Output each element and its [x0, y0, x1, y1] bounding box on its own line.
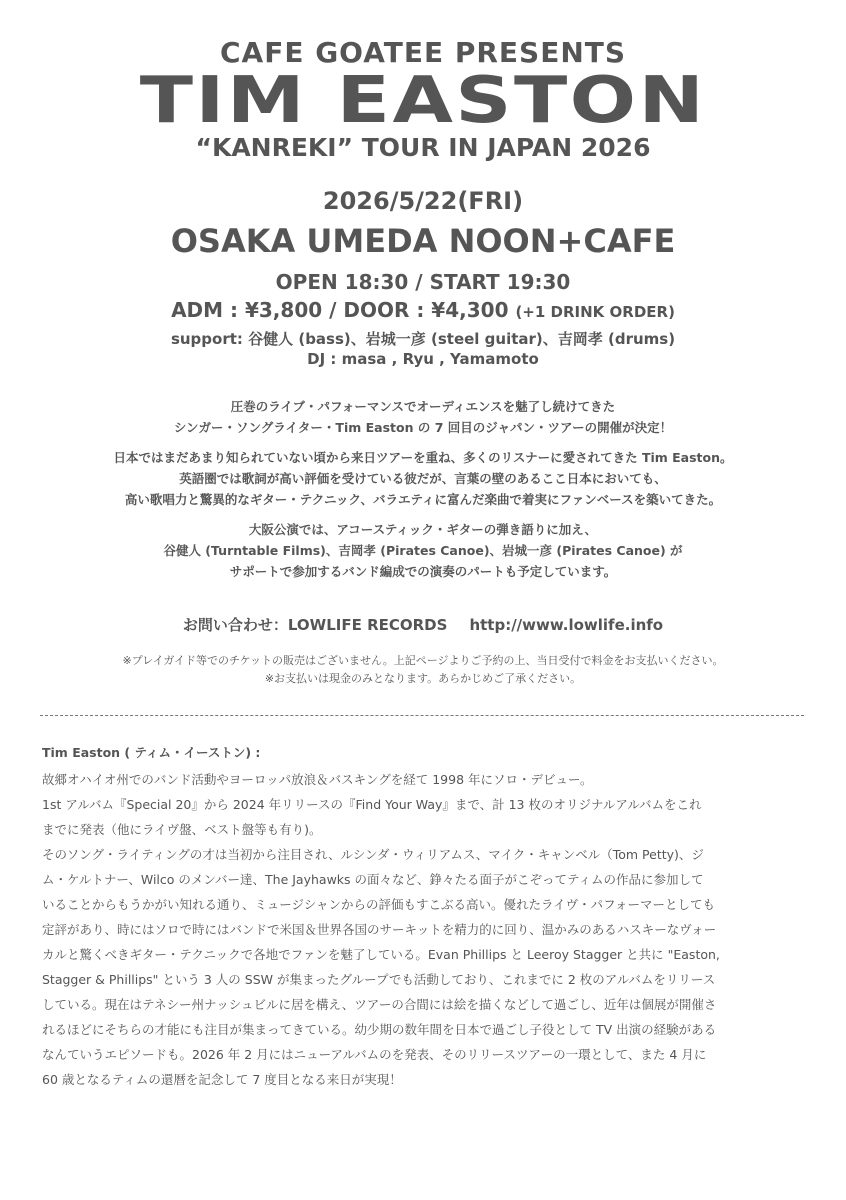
intro-line: シンガー・ソングライター・Tim Easton の 7 回目のジャパン・ツアーの開催が決定！ — [173, 420, 673, 435]
presenter-line: CAFE GOATEE PRESENTS — [219, 36, 627, 69]
bio-line: している。現在はテネシー州ナッシュビルに居を構え、ツアーの合間には絵を描くなどして過ごし、近年は個展が開催さ — [42, 997, 717, 1012]
dj-lineup: DJ : masa , Ryu , Yamamoto — [307, 350, 539, 368]
event-price — [0, 298, 846, 322]
bio-line: カルと驚くべきギター・テクニックで各地でファンを魅了している。Evan Phillips と Leeroy Stagger と共に "Easton, — [42, 947, 720, 962]
bio-line: 1st アルバム『Special 20』から 2024 年リリースの『Find Your Way』まで、計 13 枚のオリジナルアルバムをこれ — [42, 797, 702, 812]
ticket-note: ※お支払いは現金のみとなります。あらかじめご了承ください。 — [264, 672, 582, 685]
contact-line — [0, 614, 846, 635]
bio-body — [42, 767, 812, 1092]
intro-line: 大阪公演では、アコースティック・ギターの弾き語りに加え、 — [248, 522, 598, 537]
bio-line: 60 歳となるティムの還暦を記念して 7 度目となる来日が実現！ — [42, 1072, 402, 1087]
artist-bio — [42, 740, 812, 1092]
ticket-notes — [0, 652, 846, 688]
ticket-note: ※プレイガイド等でのチケットの販売はございません。上記ページよりご予約の上、当日受付で料金をお支払いください。 — [122, 654, 724, 667]
intro-paragraph — [0, 447, 846, 510]
intro-paragraph — [0, 519, 846, 582]
bio-line: いることからもうかがい知れる通り、ミュージシャンからの評価もすこぶる高い。優れたライヴ・パフォーマーとしても — [42, 897, 715, 912]
bio-line: Stagger & Phillips" という 3 人の SSW が集まったグループでも活動しており、これまでに 2 枚のアルバムをリリース — [42, 972, 716, 987]
dashed-divider — [40, 715, 804, 716]
intro-line: 日本ではまだあまり知られていない頃から来日ツアーを重ね、多くのリスナーに愛されてきた Tim Easton。 — [113, 450, 733, 465]
intro-line: 圧巻のライブ・パフォーマンスでオーディエンスを魅了し続けてきた — [230, 399, 616, 414]
bio-line: ム・ケルトナー、Wilco のメンバー達、The Jayhawks の面々など、錚々たる面子がこぞってティムの作品に参加して — [42, 872, 704, 887]
support-musicians: support: 谷健人 (bass)、岩城一彦 (steel guitar)、吉岡孝 (drums) — [170, 330, 676, 348]
contact-label: お問い合わせ：LOWLIFE RECORDS — [182, 616, 448, 634]
intro-paragraph — [0, 396, 846, 438]
event-venue: OSAKA UMEDA NOON+CAFE — [170, 222, 676, 260]
intro-line: サポートで参加するバンド編成での演奏のパートも予定しています。 — [229, 564, 617, 579]
bio-line: 故郷オハイオ州でのバンド活動やヨーロッパ放浪＆バスキングを経て 1998 年にソロ・デビュー。 — [42, 772, 593, 787]
event-times: OPEN 18:30 / START 19:30 — [275, 270, 571, 294]
bio-title: Tim Easton ( ティム・イーストン) : — [42, 745, 261, 760]
price-note: (+1 DRINK ORDER) — [515, 303, 675, 321]
bio-line: までに発表（他にライヴ盤、ベスト盤等も有り)。 — [42, 822, 322, 837]
tour-title: “KANREKI” TOUR IN JAPAN 2026 — [195, 133, 651, 162]
intro-text — [0, 396, 846, 591]
intro-line: 谷健人 (Turntable Films)、吉岡孝 (Pirates Canoe)、岩城一彦 (Pirates Canoe) が — [163, 543, 683, 558]
bio-line: そのソング・ライティングの才は当初から注目され、ルシンダ・ウィリアムス、マイク・キャンベル（Tom Petty)、ジ — [42, 847, 704, 862]
bio-line: れるほどにそちらの才能にも注目が集まってきている。幼少期の数年間を日本で過ごし子役として TV 出演の経験がある — [42, 1022, 717, 1037]
artist-name: TIM EASTON — [139, 64, 707, 138]
event-date: 2026/5/22(FRI) — [322, 187, 524, 215]
intro-line: 高い歌唱力と驚異的なギター・テクニック、バラエティに富んだ楽曲で着実にファンベースを築いてきた。 — [124, 492, 722, 507]
price-main: ADM : ¥3,800 / DOOR : ¥4,300 — [171, 298, 509, 322]
bio-line: 定評があり、時にはソロで時にはバンドで米国＆世界各国のサーキットを精力的に回り、温かみのあるハスキーなヴォー — [42, 922, 717, 937]
contact-url[interactable]: http://www.lowlife.info — [469, 616, 664, 634]
intro-line: 英語圏では歌詞が高い評価を受けている彼だが、言葉の壁のあるここ日本においても、 — [179, 471, 667, 486]
bio-line: なんていうエピソードも。2026 年 2 月にはニューアルバムのを発表、そのリリースツアーの一環として、また 4 月に — [42, 1047, 707, 1062]
